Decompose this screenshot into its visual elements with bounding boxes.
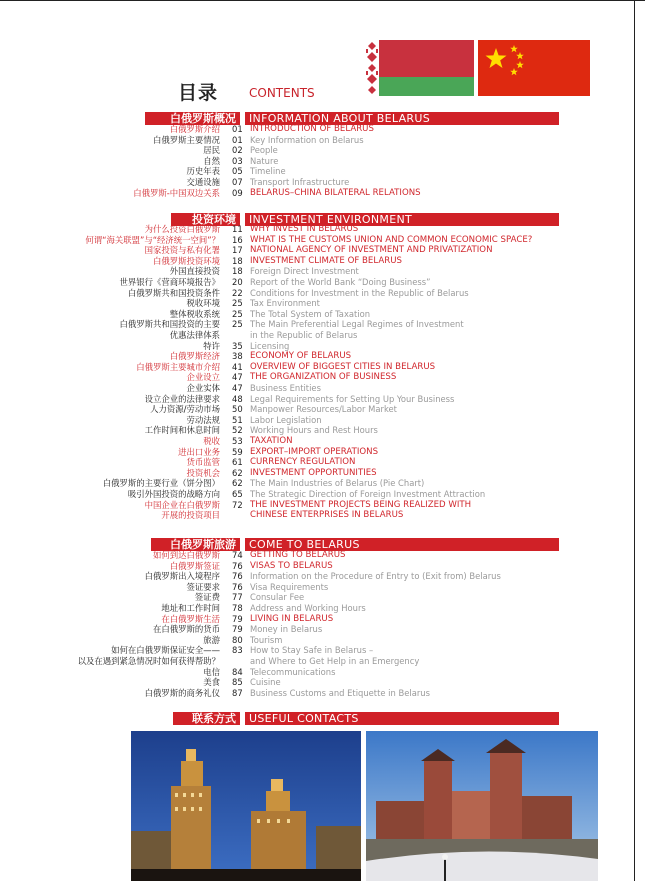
toc-entry[interactable] — [0, 468, 634, 478]
toc-entry[interactable] — [0, 266, 634, 276]
page-title-cn: 目录 — [178, 82, 219, 104]
toc-entry[interactable] — [0, 177, 634, 187]
toc-entry-en: Manpower Resources/Labor Market — [250, 404, 397, 415]
toc-entry-en: WHY INVEST IN BELARUS — [250, 224, 359, 234]
toc-entry-cn: 在白俄罗斯生活 — [161, 613, 220, 624]
toc-entry-page: 20 — [232, 277, 243, 287]
section-title-cn: 白俄罗斯旅游 — [170, 538, 236, 551]
toc-entry-page: 85 — [232, 677, 243, 688]
toc-entry-en: CURRENCY REGULATION — [250, 457, 356, 468]
toc-entry[interactable] — [0, 362, 634, 372]
section-title-cn: 白俄罗斯概况 — [170, 112, 236, 125]
toc-entry-en: Business Customs and Etiquette in Belarus — [250, 687, 430, 698]
toc-entry-cn: 白俄罗斯共和国投资的主要 — [119, 319, 220, 330]
toc-entry-cn: 税收环境 — [186, 298, 220, 309]
toc-entry-cn: 投资机会 — [186, 467, 220, 478]
toc-entry[interactable] — [0, 592, 634, 602]
toc-entry-cn: 以及在遇到紧急情况时如何获得帮助？ — [77, 656, 220, 666]
toc-entry[interactable] — [0, 645, 634, 655]
toc-entry[interactable] — [0, 372, 634, 382]
toc-entry-cn: 为什么投资白俄罗斯 — [144, 224, 220, 234]
toc-entry[interactable] — [0, 561, 634, 571]
toc-entry-en: Tourism — [250, 634, 283, 645]
toc-entry[interactable] — [0, 550, 634, 560]
toc-entry-cn: 白俄罗斯投资环境 — [153, 255, 220, 266]
china-flag-icon — [478, 40, 590, 96]
toc-entry-page: 62 — [232, 478, 243, 489]
toc-entry[interactable] — [0, 309, 634, 319]
section-title-en: INVESTMENT ENVIRONMENT — [249, 213, 413, 226]
toc-entry-page: 47 — [232, 372, 243, 383]
toc-entry-cn: 签证费 — [194, 592, 220, 603]
toc-entry[interactable] — [0, 656, 634, 666]
toc-entry-en: Business Entities — [250, 383, 321, 393]
toc-entry-en: Transport Infrastructure — [250, 177, 350, 187]
toc-entry-cn: 旅游 — [203, 634, 220, 645]
toc-entry-cn: 税收 — [203, 436, 220, 446]
toc-entry-cn: 地址和工作时间 — [161, 603, 220, 613]
toc-entry-page: 72 — [232, 499, 243, 510]
toc-entry-en: GETTING TO BELARUS — [250, 550, 346, 560]
toc-entry-cn: 工作时间和休息时间 — [144, 425, 220, 436]
toc-entry-page: 77 — [232, 592, 243, 603]
toc-entry-page: 62 — [232, 467, 243, 478]
toc-entry[interactable] — [0, 478, 634, 488]
toc-entry-en: NATIONAL AGENCY OF INVESTMENT AND PRIVATIZATION — [250, 245, 493, 256]
toc-entry-page: 11 — [232, 224, 243, 234]
toc-entry-page: 25 — [232, 319, 243, 330]
toc-entry-en: Money in Belarus — [250, 624, 323, 635]
toc-entry-en: INTRODUCTION OF BELARUS — [250, 124, 374, 134]
toc-entry-page: 18 — [232, 255, 243, 266]
toc-entry-cn: 开展的投资项目 — [161, 510, 220, 521]
toc-entry-page: 09 — [232, 187, 243, 198]
toc-entry-page: 35 — [232, 340, 243, 351]
toc-entry-page: 03 — [232, 155, 243, 166]
toc-entry-en: Labor Legislation — [250, 414, 322, 425]
toc-entry[interactable] — [0, 571, 634, 581]
toc-entry-en: Consular Fee — [250, 592, 305, 603]
toc-entry-page: 80 — [232, 634, 243, 645]
toc-entry-en: Working Hours and Rest Hours — [250, 425, 378, 436]
page-title-en: CONTENTS — [249, 86, 315, 100]
toc-entry-cn: 美食 — [203, 677, 220, 688]
toc-entry-en: Timeline — [250, 166, 286, 177]
toc-entry-en: How to Stay Safe in Belarus – — [250, 645, 374, 656]
toc-entry[interactable] — [0, 298, 634, 308]
toc-entry-cn: 整体税收系统 — [169, 308, 220, 319]
toc-entry[interactable] — [0, 319, 634, 329]
toc-entry-page: 51 — [232, 414, 243, 425]
toc-entry-en: Nature — [250, 155, 279, 166]
toc-entry-en: People — [250, 145, 278, 156]
toc-entry[interactable] — [0, 624, 634, 634]
section-title-en: INFORMATION ABOUT BELARUS — [249, 112, 430, 125]
toc-entry-en: The Main Preferential Legal Regimes of Investment — [250, 319, 464, 330]
toc-entry-cn: 白俄罗斯主要情况 — [153, 134, 220, 145]
toc-entry[interactable] — [0, 330, 634, 340]
toc-entry[interactable] — [0, 603, 634, 613]
toc-entry-cn: 白俄罗斯出入境程序 — [144, 571, 220, 582]
belarus-flag-icon — [365, 40, 474, 96]
toc-entry-page: 74 — [232, 550, 243, 560]
toc-entry-page: 07 — [232, 177, 243, 187]
section-header-en — [245, 712, 559, 725]
toc-entry-cn: 中国企业在白俄罗斯 — [144, 499, 220, 510]
toc-entry[interactable] — [0, 166, 634, 176]
toc-entry-en: Visa Requirements — [250, 581, 329, 592]
toc-entry-cn: 居民 — [203, 145, 220, 156]
toc-entry[interactable] — [0, 188, 634, 198]
toc-entry[interactable] — [0, 277, 634, 287]
toc-entry[interactable] — [0, 489, 634, 499]
toc-entry-cn: 劳动法规 — [186, 414, 220, 425]
toc-entry-page: 25 — [232, 308, 243, 319]
toc-entry-cn: 如何到达白俄罗斯 — [153, 550, 220, 560]
toc-entry-en: Cuisine — [250, 677, 281, 688]
toc-entry-en: OVERVIEW OF BIGGEST CITIES IN BELARUS — [250, 361, 436, 372]
toc-entry-cn: 白俄罗斯介绍 — [169, 124, 220, 134]
toc-entry[interactable] — [0, 500, 634, 510]
toc-entry-page: 18 — [232, 266, 243, 277]
toc-entry-en: and Where to Get Help in an Emergency — [250, 656, 420, 666]
toc-entry-cn: 白俄罗斯的主要行业（饼分图） — [102, 478, 220, 489]
section-title-en: COME TO BELARUS — [249, 538, 360, 551]
toc-entry-page: 47 — [232, 383, 243, 393]
toc-entry-page: 25 — [232, 298, 243, 309]
toc-entry[interactable] — [0, 351, 634, 361]
toc-entry[interactable] — [0, 135, 634, 145]
toc-entry-cn: 企业设立 — [186, 372, 220, 383]
section-title-cn: 投资环境 — [192, 213, 236, 226]
toc-entry-en: WHAT IS THE CUSTOMS UNION AND COMMON ECONOMIC SPACE? — [250, 234, 533, 245]
toc-entry-en: ECONOMY OF BELARUS — [250, 351, 352, 362]
toc-entry-cn: 白俄罗斯经济 — [169, 351, 220, 362]
toc-entry-cn: 进出口业务 — [178, 446, 220, 457]
toc-entry-page: 41 — [232, 361, 243, 372]
toc-entry-cn: 世界银行《营商环境报告》 — [119, 277, 220, 287]
toc-entry[interactable] — [0, 677, 634, 687]
toc-entry-page: 79 — [232, 613, 243, 624]
toc-entry-page: 78 — [232, 603, 243, 613]
toc-entry[interactable] — [0, 124, 634, 134]
toc-entry[interactable] — [0, 288, 634, 298]
toc-entry-page: 53 — [232, 436, 243, 446]
toc-entry[interactable] — [0, 235, 634, 245]
toc-entry[interactable] — [0, 582, 634, 592]
toc-entry-en: Tax Environment — [250, 298, 320, 309]
toc-entry-cn: 签证要求 — [186, 581, 220, 592]
toc-entry[interactable] — [0, 436, 634, 446]
toc-entry-page: 50 — [232, 404, 243, 415]
toc-entry-en: Conditions for Investment in the Republic of Belarus — [250, 287, 469, 298]
toc-entry-page: 01 — [232, 124, 243, 134]
toc-entry-en: THE INVESTMENT PROJECTS BEING REALIZED WITH — [250, 499, 472, 510]
toc-entry-en: Licensing — [250, 340, 290, 351]
toc-entry-page: 05 — [232, 166, 243, 177]
toc-entry-cn: 白俄罗斯-中国双边关系 — [133, 187, 220, 198]
toc-entry-page: 38 — [232, 351, 243, 362]
toc-entry-en: BELARUS–CHINA BILATERAL RELATIONS — [250, 187, 421, 198]
toc-entry[interactable] — [0, 145, 634, 155]
toc-entry-cn: 设立企业的法律要求 — [144, 393, 220, 404]
toc-entry-page: 83 — [232, 645, 243, 656]
toc-entry-cn: 历史年表 — [186, 166, 220, 177]
toc-entry-en: in the Republic of Belarus — [250, 330, 358, 340]
toc-entry[interactable] — [0, 667, 634, 677]
page-frame-right — [634, 0, 635, 881]
toc-entry-page: 76 — [232, 581, 243, 592]
toc-entry-en: Telecommunications — [250, 666, 336, 677]
toc-entry-en: TAXATION — [250, 436, 293, 446]
toc-entry[interactable] — [0, 224, 634, 234]
toc-entry-page: 65 — [232, 489, 243, 499]
toc-entry-cn: 人力资源/劳动市场 — [150, 404, 220, 415]
toc-entry[interactable] — [0, 245, 634, 255]
toc-entry[interactable] — [0, 614, 634, 624]
toc-entry-en: LIVING IN BELARUS — [250, 613, 334, 624]
toc-entry-cn: 如何在白俄罗斯保证安全—— — [111, 645, 220, 656]
toc-entry-en: THE ORGANIZATION OF BUSINESS — [250, 372, 397, 383]
toc-entry[interactable] — [0, 404, 634, 414]
toc-entry[interactable] — [0, 447, 634, 457]
toc-entry-cn: 货币监管 — [186, 457, 220, 468]
toc-entry-page: 76 — [232, 560, 243, 571]
toc-entry-en: The Main Industries of Belarus (Pie Chart) — [250, 478, 425, 489]
toc-entry[interactable] — [0, 457, 634, 467]
toc-entry-cn: 白俄罗斯签证 — [169, 560, 220, 571]
toc-entry-page: 79 — [232, 624, 243, 635]
toc-entry-cn: 优惠法律体系 — [169, 330, 220, 340]
toc-entry-cn: 企业实体 — [186, 383, 220, 393]
toc-entry-page: 48 — [232, 393, 243, 404]
toc-entry[interactable] — [0, 415, 634, 425]
minsk-station-square-photo — [131, 731, 361, 881]
toc-entry[interactable] — [0, 635, 634, 645]
toc-entry-cn: 何谓“海关联盟”与“经济统一空间”？ — [85, 234, 220, 245]
toc-entry-page: 61 — [232, 457, 243, 468]
toc-entry-en: Legal Requirements for Setting Up Your Business — [250, 393, 455, 404]
toc-entry-cn: 交通设施 — [186, 177, 220, 187]
section-title-cn: 联系方式 — [192, 712, 236, 725]
toc-entry[interactable] — [0, 394, 634, 404]
toc-entry[interactable] — [0, 383, 634, 393]
toc-entry-cn: 国家投资与私有化署 — [144, 245, 220, 256]
mir-castle-photo — [366, 731, 598, 881]
toc-entry-cn: 电信 — [203, 666, 220, 677]
toc-entry-page: 76 — [232, 571, 243, 582]
toc-entry-cn: 白俄罗斯共和国投资条件 — [127, 287, 220, 298]
toc-entry-page: 02 — [232, 145, 243, 156]
toc-entry-page: 22 — [232, 287, 243, 298]
toc-entry[interactable] — [0, 688, 634, 698]
toc-entry-en: Report of the World Bank “Doing Business” — [250, 277, 431, 287]
toc-entry-en: Key Information on Belarus — [250, 134, 364, 145]
toc-entry[interactable] — [0, 510, 634, 520]
toc-entry-en: CHINESE ENTERPRISES IN BELARUS — [250, 510, 404, 521]
toc-entry[interactable] — [0, 256, 634, 266]
toc-entry-page: 17 — [232, 245, 243, 256]
toc-entry-page: 59 — [232, 446, 243, 457]
toc-entry-en: Foreign Direct Investment — [250, 266, 359, 277]
toc-entry-en: The Total System of Taxation — [250, 308, 371, 319]
toc-entry-page: 84 — [232, 666, 243, 677]
toc-entry-page: 52 — [232, 425, 243, 436]
toc-entry-page: 87 — [232, 687, 243, 698]
toc-entry[interactable] — [0, 425, 634, 435]
toc-entry-en: EXPORT–IMPORT OPERATIONS — [250, 446, 379, 457]
section-header-cn — [173, 712, 240, 725]
toc-entry-page: 01 — [232, 134, 243, 145]
toc-entry-cn: 吸引外国投资的战略方向 — [127, 489, 220, 499]
toc-entry-cn: 在白俄罗斯的货币 — [153, 624, 220, 635]
toc-entry[interactable] — [0, 156, 634, 166]
toc-entry-cn: 自然 — [203, 155, 220, 166]
toc-entry-cn: 外国直接投资 — [169, 266, 220, 277]
toc-entry-en: Address and Working Hours — [250, 603, 366, 613]
toc-entry-cn: 白俄罗斯的商务礼仪 — [144, 687, 220, 698]
toc-entry-en: VISAS TO BELARUS — [250, 560, 333, 571]
toc-entry-en: The Strategic Direction of Foreign Investment Attraction — [250, 489, 486, 499]
toc-entry-en: INVESTMENT OPPORTUNITIES — [250, 467, 377, 478]
toc-entry-en: Information on the Procedure of Entry to (Exit from) Belarus — [250, 571, 501, 582]
page-frame-top — [0, 0, 645, 1]
toc-entry-cn: 特许 — [203, 340, 220, 351]
toc-entry-page: 16 — [232, 234, 243, 245]
toc-entry-cn: 白俄罗斯主要城市介绍 — [136, 361, 220, 372]
section-title-en: USEFUL CONTACTS — [249, 712, 359, 725]
toc-entry-en: INVESTMENT CLIMATE OF BELARUS — [250, 255, 402, 266]
toc-entry[interactable] — [0, 341, 634, 351]
